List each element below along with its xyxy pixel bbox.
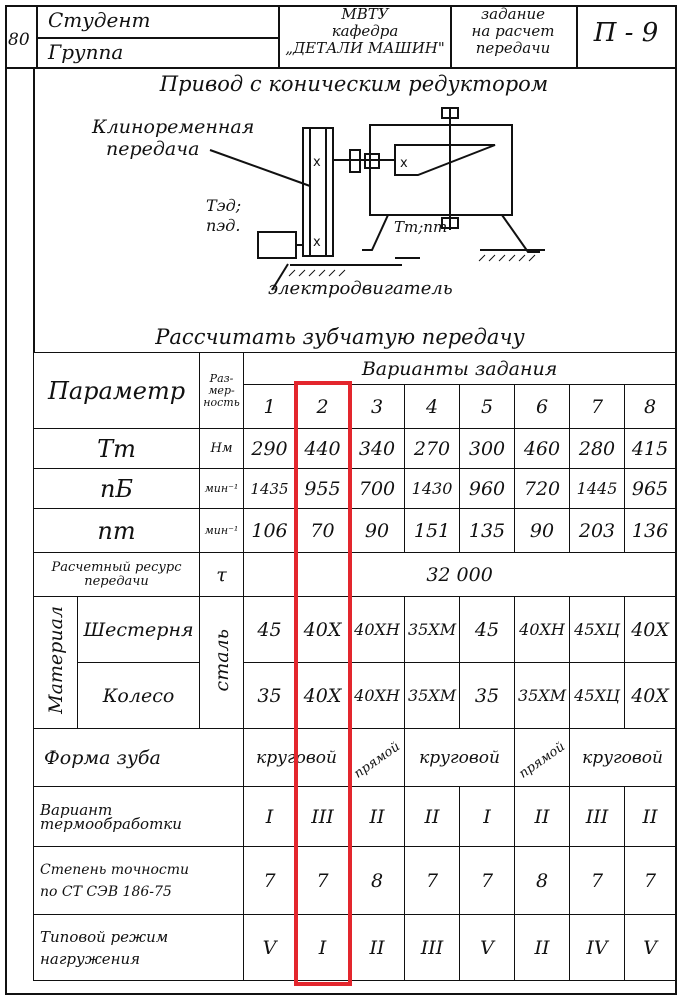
table-cell: 1445 bbox=[570, 469, 625, 509]
table-cell: 460 bbox=[515, 429, 570, 469]
row-label-line: Степень точности bbox=[40, 861, 190, 878]
variant-number: 2 bbox=[296, 385, 350, 429]
table-cell: 35ХМ bbox=[515, 663, 570, 729]
variant-number: 5 bbox=[460, 385, 515, 429]
table-cell: 40Х bbox=[625, 663, 676, 729]
table-cell: V bbox=[244, 915, 296, 981]
row-label: Tт bbox=[34, 429, 200, 469]
table-cell: 280 bbox=[570, 429, 625, 469]
table-cell: II bbox=[625, 787, 676, 847]
table-cell: 45ХЦ bbox=[570, 663, 625, 729]
belt-label-line: передача bbox=[106, 138, 200, 160]
table-cell: II bbox=[515, 787, 570, 847]
table-cell: 106 bbox=[244, 509, 296, 553]
row-label-line: по СТ СЭВ 186-75 bbox=[40, 883, 172, 900]
table-cell: 35 bbox=[460, 663, 515, 729]
table-cell: V bbox=[625, 915, 676, 981]
motor-params-line: nэд. bbox=[206, 216, 241, 235]
table-cell: 45 bbox=[244, 597, 296, 663]
table-cell: 151 bbox=[405, 509, 460, 553]
material-label bbox=[34, 597, 78, 729]
table-cell: III bbox=[405, 915, 460, 981]
motor-label: электродвигатель bbox=[268, 278, 453, 299]
table-cell: 45 bbox=[460, 597, 515, 663]
row-label: Шестерня bbox=[78, 597, 200, 663]
table-caption: Рассчитать зубчатую передачу bbox=[155, 325, 525, 349]
row-label: nт bbox=[34, 509, 200, 553]
variant-number: 8 bbox=[625, 385, 676, 429]
belt-leader-line bbox=[210, 150, 310, 186]
header-divider bbox=[5, 67, 677, 69]
task-code: П - 9 bbox=[593, 18, 659, 48]
department-line: МВТУ bbox=[341, 5, 389, 23]
tooth-form-cell bbox=[350, 729, 405, 787]
tooth-form-text: прямой bbox=[351, 738, 403, 782]
row-unit: мин⁻¹ bbox=[200, 509, 244, 553]
table-cell: 1430 bbox=[405, 469, 460, 509]
row-unit: Нм bbox=[200, 429, 244, 469]
header-divider bbox=[278, 5, 280, 67]
task-line: задание bbox=[481, 5, 545, 23]
variant-number: 1 bbox=[244, 385, 296, 429]
department-block bbox=[282, 6, 448, 57]
table-cell: 7 bbox=[570, 847, 625, 915]
table-cell: 7 bbox=[460, 847, 515, 915]
variant-number: 7 bbox=[570, 385, 625, 429]
table-cell: 1435 bbox=[244, 469, 296, 509]
table-cell: 35ХМ bbox=[405, 663, 460, 729]
group-label: Группа bbox=[48, 40, 124, 64]
svg-text:x: x bbox=[313, 235, 321, 250]
variant-number: 6 bbox=[515, 385, 570, 429]
table-cell: 40Х bbox=[296, 663, 350, 729]
table-cell: 35ХМ bbox=[405, 597, 460, 663]
header-divider bbox=[450, 5, 452, 67]
table-cell: 203 bbox=[570, 509, 625, 553]
row-label-line: нагружения bbox=[40, 949, 141, 968]
student-label: Студент bbox=[48, 8, 151, 32]
table-cell: 700 bbox=[350, 469, 405, 509]
drive-schematic bbox=[150, 100, 570, 300]
table-cell: II bbox=[350, 915, 405, 981]
svg-text:x: x bbox=[400, 156, 408, 171]
tooth-form-text: прямой bbox=[516, 738, 568, 782]
parameters-table bbox=[33, 352, 676, 981]
table-cell: 955 bbox=[296, 469, 350, 509]
header-divider bbox=[576, 5, 578, 67]
output-params: Tт;nт bbox=[394, 218, 448, 236]
resource-value: 32 000 bbox=[244, 553, 676, 597]
material-label-text: Материал bbox=[44, 606, 67, 714]
tooth-form-cell: круговой bbox=[244, 729, 350, 787]
variant-number: 3 bbox=[350, 385, 405, 429]
row-label: nБ bbox=[34, 469, 200, 509]
material-unit bbox=[200, 597, 244, 729]
svg-text:x: x bbox=[313, 155, 321, 170]
row-label: Форма зуба bbox=[34, 729, 244, 787]
table-cell: 40ХН bbox=[515, 597, 570, 663]
table-cell: 720 bbox=[515, 469, 570, 509]
table-cell: 290 bbox=[244, 429, 296, 469]
table-cell: 270 bbox=[405, 429, 460, 469]
table-cell: II bbox=[515, 915, 570, 981]
header-divider bbox=[36, 37, 278, 39]
table-cell: 340 bbox=[350, 429, 405, 469]
table-cell: 45ХЦ bbox=[570, 597, 625, 663]
row-label: Вариант термообработки bbox=[34, 787, 244, 847]
table-cell: 960 bbox=[460, 469, 515, 509]
variant-number: 4 bbox=[405, 385, 460, 429]
table-cell: II bbox=[405, 787, 460, 847]
table-cell: 7 bbox=[244, 847, 296, 915]
department-line: „ДЕТАЛИ МАШИН" bbox=[285, 39, 445, 57]
row-label: Колесо bbox=[78, 663, 200, 729]
task-line: передачи bbox=[475, 39, 551, 57]
table-cell: V bbox=[460, 915, 515, 981]
table-cell: 90 bbox=[350, 509, 405, 553]
table-cell: 8 bbox=[515, 847, 570, 915]
table-cell: 8 bbox=[350, 847, 405, 915]
sheet-number: 80 bbox=[8, 30, 30, 50]
table-cell: 40ХН bbox=[350, 597, 405, 663]
table-cell: 90 bbox=[515, 509, 570, 553]
belt-label-line: Клиноременная bbox=[92, 116, 255, 138]
param-header: Параметр bbox=[34, 353, 200, 429]
table-cell: IV bbox=[570, 915, 625, 981]
department-line: кафедра bbox=[331, 22, 399, 40]
gearbox-shape bbox=[370, 125, 512, 215]
row-label-line: Типовой режим bbox=[40, 927, 169, 946]
row-unit: мин⁻¹ bbox=[200, 469, 244, 509]
table-cell: II bbox=[350, 787, 405, 847]
table-cell: 7 bbox=[625, 847, 676, 915]
variants-header: Варианты задания bbox=[244, 353, 676, 385]
table-cell: 135 bbox=[460, 509, 515, 553]
motor-params-line: Tэд; bbox=[206, 196, 242, 215]
table-cell: 415 bbox=[625, 429, 676, 469]
tooth-form-cell: круговой bbox=[570, 729, 676, 787]
table-cell: 965 bbox=[625, 469, 676, 509]
table-cell: III bbox=[296, 787, 350, 847]
table-cell: 40ХН bbox=[350, 663, 405, 729]
row-unit: τ bbox=[200, 553, 244, 597]
table-cell: 7 bbox=[405, 847, 460, 915]
row-label: Расчетный ресурс передачи bbox=[34, 553, 200, 597]
table-cell: 136 bbox=[625, 509, 676, 553]
table-cell: 70 bbox=[296, 509, 350, 553]
table-cell: 40Х bbox=[625, 597, 676, 663]
table-cell: I bbox=[244, 787, 296, 847]
table-cell: 40Х bbox=[296, 597, 350, 663]
table-cell: 440 bbox=[296, 429, 350, 469]
task-line: на расчет bbox=[471, 22, 555, 40]
row-label bbox=[34, 915, 244, 981]
table-cell: I bbox=[460, 787, 515, 847]
table-cell: 300 bbox=[460, 429, 515, 469]
material-unit-text: сталь bbox=[210, 628, 233, 692]
table-cell: 7 bbox=[296, 847, 350, 915]
motor-shape bbox=[258, 232, 296, 258]
tooth-form-cell bbox=[515, 729, 570, 787]
header-divider bbox=[36, 5, 38, 67]
task-block bbox=[454, 6, 572, 57]
table-cell: III bbox=[570, 787, 625, 847]
row-label bbox=[34, 847, 244, 915]
tooth-form-cell: круговой bbox=[405, 729, 515, 787]
table-cell: 35 bbox=[244, 663, 296, 729]
table-cell: I bbox=[296, 915, 350, 981]
unit-header: Раз-мер-ность bbox=[200, 353, 244, 429]
margin-line bbox=[33, 67, 35, 353]
diagram-title: Привод с коническим редуктором bbox=[159, 72, 549, 96]
